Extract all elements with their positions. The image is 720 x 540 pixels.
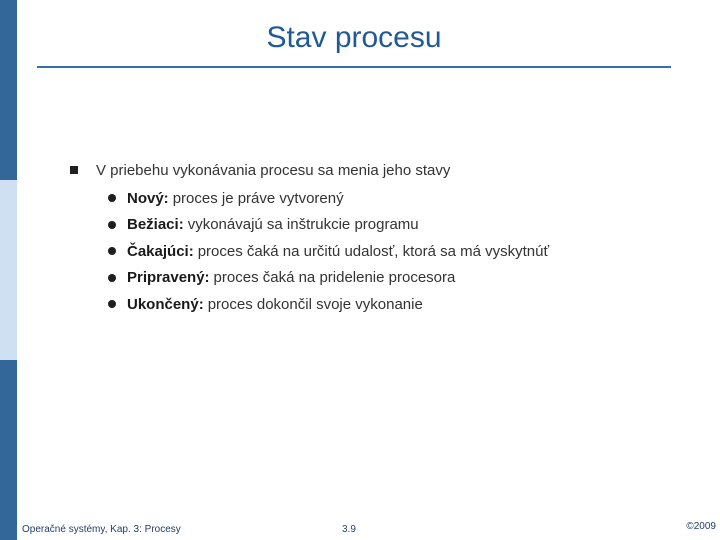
state-description: proces je práve vytvorený [172,189,344,207]
footer-copyright: ©2009 [686,521,716,532]
list-item-terminated [108,291,549,318]
sidebar-decoration [0,0,17,540]
state-description: proces dokončil svoje vykonanie [207,295,423,313]
footer-course-title: Operačné systémy, Kap. 3: Procesy [22,524,181,535]
title-underline [37,66,671,68]
circle-bullet-icon [108,194,116,202]
main-bullet [70,160,450,180]
state-description: proces čaká na určitú udalosť, ktorá sa má vyskytnúť [197,242,550,260]
state-term: Bežiaci: [127,216,184,234]
circle-bullet-icon [108,300,116,308]
slide-title: Stav procesu [266,21,442,54]
footer-page-number: 3.9 [342,524,356,535]
main-bullet-text: V priebehu vykonávania procesu sa menia jeho stavy [96,161,451,179]
circle-bullet-icon [108,247,116,255]
sidebar-segment-middle [0,180,17,360]
circle-bullet-icon [108,221,116,229]
state-term: Pripravený: [127,269,210,287]
list-item-waiting [108,238,549,265]
sidebar-segment-top [0,0,17,180]
list-item-ready [108,265,549,292]
sidebar-segment-bottom [0,360,17,540]
state-term: Nový: [127,189,169,207]
state-description: proces čaká na pridelenie procesora [213,269,456,287]
state-term: Ukončený: [127,295,204,313]
state-list [108,185,549,318]
state-term: Čakajúci: [127,242,194,260]
square-bullet-icon [70,166,78,174]
list-item-new [108,185,549,212]
circle-bullet-icon [108,274,116,282]
list-item-running [108,212,549,239]
state-description: vykonávajú sa inštrukcie programu [187,216,419,234]
